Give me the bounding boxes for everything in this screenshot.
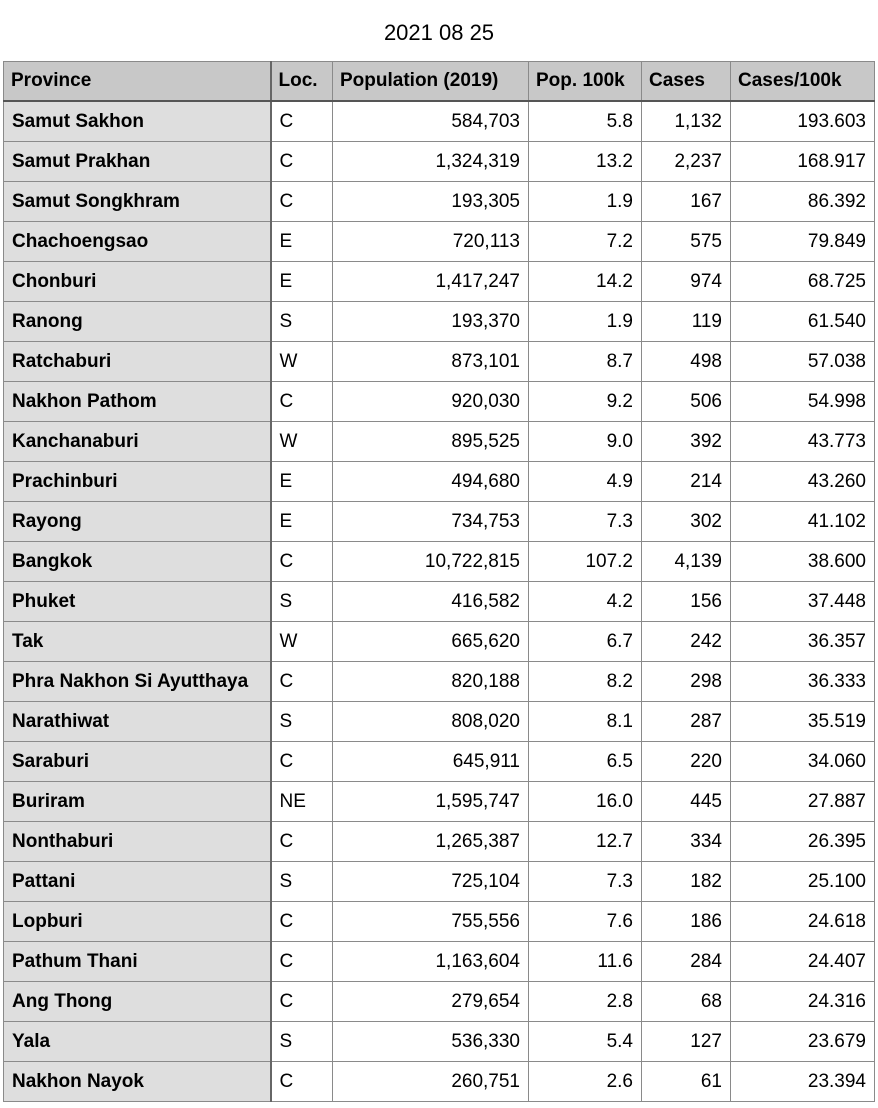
cell-cases-per-100k: 168.917 [731, 142, 875, 182]
cell-population: 645,911 [333, 742, 529, 782]
cell-population: 193,370 [333, 302, 529, 342]
cell-location: C [271, 382, 333, 422]
cell-cases-per-100k: 41.102 [731, 502, 875, 542]
cell-province: Rayong [4, 502, 271, 542]
cell-province: Pathum Thani [4, 942, 271, 982]
cell-cases-per-100k: 36.333 [731, 662, 875, 702]
cell-population: 10,722,815 [333, 542, 529, 582]
cell-pop-100k: 5.8 [529, 101, 642, 142]
cell-pop-100k: 1.9 [529, 182, 642, 222]
cell-cases: 287 [642, 702, 731, 742]
cell-province: Samut Songkhram [4, 182, 271, 222]
cell-province: Nakhon Nayok [4, 1062, 271, 1102]
cell-pop-100k: 4.2 [529, 582, 642, 622]
cell-cases: 2,237 [642, 142, 731, 182]
table-row [4, 422, 875, 462]
cell-location: C [271, 182, 333, 222]
cell-province: Lopburi [4, 902, 271, 942]
cell-cases-per-100k: 34.060 [731, 742, 875, 782]
cell-location: W [271, 342, 333, 382]
cell-cases: 214 [642, 462, 731, 502]
cell-province: Chachoengsao [4, 222, 271, 262]
cell-cases: 392 [642, 422, 731, 462]
province-cases-table [3, 61, 875, 1102]
cell-location: C [271, 1062, 333, 1102]
cell-province: Bangkok [4, 542, 271, 582]
cell-location: E [271, 222, 333, 262]
cell-pop-100k: 107.2 [529, 542, 642, 582]
cell-population: 494,680 [333, 462, 529, 502]
cell-province: Saraburi [4, 742, 271, 782]
cell-cases: 127 [642, 1022, 731, 1062]
cell-province: Ranong [4, 302, 271, 342]
table-row [4, 582, 875, 622]
cell-province: Buriram [4, 782, 271, 822]
cell-province: Pattani [4, 862, 271, 902]
cell-province: Phuket [4, 582, 271, 622]
cell-province: Kanchanaburi [4, 422, 271, 462]
cell-population: 193,305 [333, 182, 529, 222]
cell-population: 584,703 [333, 101, 529, 142]
table-header [4, 62, 875, 102]
table-row [4, 662, 875, 702]
cell-population: 1,417,247 [333, 262, 529, 302]
header-population: Population (2019) [333, 62, 529, 102]
cell-cases-per-100k: 35.519 [731, 702, 875, 742]
header-cases: Cases [642, 62, 731, 102]
cell-location: NE [271, 782, 333, 822]
cell-population: 665,620 [333, 622, 529, 662]
cell-province: Ang Thong [4, 982, 271, 1022]
cell-cases: 298 [642, 662, 731, 702]
cell-cases: 242 [642, 622, 731, 662]
cell-cases: 302 [642, 502, 731, 542]
cell-province: Chonburi [4, 262, 271, 302]
cell-location: S [271, 582, 333, 622]
cell-pop-100k: 14.2 [529, 262, 642, 302]
cell-location: C [271, 101, 333, 142]
cell-population: 720,113 [333, 222, 529, 262]
cell-pop-100k: 2.6 [529, 1062, 642, 1102]
cell-cases-per-100k: 24.407 [731, 942, 875, 982]
cell-location: S [271, 862, 333, 902]
table-row [4, 142, 875, 182]
cell-cases-per-100k: 36.357 [731, 622, 875, 662]
table-row [4, 262, 875, 302]
table-row [4, 502, 875, 542]
table-row [4, 101, 875, 142]
cell-location: C [271, 662, 333, 702]
cell-cases: 506 [642, 382, 731, 422]
cell-pop-100k: 9.0 [529, 422, 642, 462]
cell-pop-100k: 13.2 [529, 142, 642, 182]
cell-cases: 182 [642, 862, 731, 902]
table-row [4, 462, 875, 502]
table-row [4, 342, 875, 382]
cell-population: 1,324,319 [333, 142, 529, 182]
cell-pop-100k: 6.7 [529, 622, 642, 662]
cell-location: C [271, 942, 333, 982]
table-row [4, 622, 875, 662]
cell-cases: 68 [642, 982, 731, 1022]
cell-pop-100k: 1.9 [529, 302, 642, 342]
table-row [4, 1062, 875, 1102]
cell-province: Samut Sakhon [4, 101, 271, 142]
cell-pop-100k: 7.3 [529, 862, 642, 902]
cell-location: C [271, 982, 333, 1022]
table-row [4, 822, 875, 862]
cell-cases-per-100k: 68.725 [731, 262, 875, 302]
cell-province: Prachinburi [4, 462, 271, 502]
cell-cases: 186 [642, 902, 731, 942]
cell-province: Samut Prakhan [4, 142, 271, 182]
cell-cases-per-100k: 38.600 [731, 542, 875, 582]
cell-population: 1,595,747 [333, 782, 529, 822]
cell-location: E [271, 462, 333, 502]
cell-cases-per-100k: 27.887 [731, 782, 875, 822]
table-row [4, 942, 875, 982]
cell-population: 279,654 [333, 982, 529, 1022]
header-location: Loc. [271, 62, 333, 102]
table-row [4, 982, 875, 1022]
cell-cases-per-100k: 26.395 [731, 822, 875, 862]
cell-cases: 156 [642, 582, 731, 622]
cell-population: 820,188 [333, 662, 529, 702]
cell-population: 920,030 [333, 382, 529, 422]
cell-cases-per-100k: 43.773 [731, 422, 875, 462]
cell-cases: 167 [642, 182, 731, 222]
cell-cases: 284 [642, 942, 731, 982]
cell-cases: 445 [642, 782, 731, 822]
table-row [4, 302, 875, 342]
cell-cases: 220 [642, 742, 731, 782]
cell-pop-100k: 2.8 [529, 982, 642, 1022]
cell-cases-per-100k: 54.998 [731, 382, 875, 422]
cell-location: S [271, 702, 333, 742]
cell-population: 1,163,604 [333, 942, 529, 982]
header-cases-per-100k: Cases/100k [731, 62, 875, 102]
cell-pop-100k: 16.0 [529, 782, 642, 822]
cell-population: 755,556 [333, 902, 529, 942]
cell-location: W [271, 422, 333, 462]
cell-cases-per-100k: 79.849 [731, 222, 875, 262]
cell-population: 734,753 [333, 502, 529, 542]
cell-location: C [271, 742, 333, 782]
table-row [4, 182, 875, 222]
table-row [4, 222, 875, 262]
table-row [4, 542, 875, 582]
cell-cases-per-100k: 23.679 [731, 1022, 875, 1062]
cell-location: C [271, 142, 333, 182]
cell-cases-per-100k: 193.603 [731, 101, 875, 142]
cell-population: 725,104 [333, 862, 529, 902]
cell-cases: 61 [642, 1062, 731, 1102]
header-province: Province [4, 62, 271, 102]
cell-pop-100k: 8.2 [529, 662, 642, 702]
table-row [4, 742, 875, 782]
cell-pop-100k: 8.1 [529, 702, 642, 742]
cell-population: 416,582 [333, 582, 529, 622]
cell-pop-100k: 6.5 [529, 742, 642, 782]
cell-province: Narathiwat [4, 702, 271, 742]
cell-cases-per-100k: 57.038 [731, 342, 875, 382]
cell-province: Phra Nakhon Si Ayutthaya [4, 662, 271, 702]
cell-location: E [271, 502, 333, 542]
cell-pop-100k: 12.7 [529, 822, 642, 862]
cell-cases: 4,139 [642, 542, 731, 582]
cell-location: S [271, 302, 333, 342]
cell-location: C [271, 542, 333, 582]
cell-province: Ratchaburi [4, 342, 271, 382]
cell-pop-100k: 8.7 [529, 342, 642, 382]
cell-cases-per-100k: 86.392 [731, 182, 875, 222]
table-row [4, 702, 875, 742]
table-body [4, 101, 875, 1102]
page-title: 2021 08 25 [383, 20, 495, 45]
cell-cases: 1,132 [642, 101, 731, 142]
cell-population: 1,265,387 [333, 822, 529, 862]
cell-pop-100k: 4.9 [529, 462, 642, 502]
header-pop-100k: Pop. 100k [529, 62, 642, 102]
table-row [4, 902, 875, 942]
cell-population: 260,751 [333, 1062, 529, 1102]
cell-province: Tak [4, 622, 271, 662]
cell-cases-per-100k: 43.260 [731, 462, 875, 502]
cell-cases: 498 [642, 342, 731, 382]
cell-population: 536,330 [333, 1022, 529, 1062]
cell-pop-100k: 9.2 [529, 382, 642, 422]
cell-location: E [271, 262, 333, 302]
cell-cases-per-100k: 24.618 [731, 902, 875, 942]
table-row [4, 1022, 875, 1062]
cell-cases-per-100k: 23.394 [731, 1062, 875, 1102]
table-row [4, 862, 875, 902]
cell-location: C [271, 822, 333, 862]
cell-pop-100k: 11.6 [529, 942, 642, 982]
cell-pop-100k: 7.3 [529, 502, 642, 542]
cell-pop-100k: 5.4 [529, 1022, 642, 1062]
table-row [4, 382, 875, 422]
cell-cases-per-100k: 25.100 [731, 862, 875, 902]
table-row [4, 782, 875, 822]
cell-location: S [271, 1022, 333, 1062]
cell-cases: 119 [642, 302, 731, 342]
cell-population: 873,101 [333, 342, 529, 382]
cell-cases: 974 [642, 262, 731, 302]
cell-cases-per-100k: 37.448 [731, 582, 875, 622]
cell-cases-per-100k: 61.540 [731, 302, 875, 342]
cell-population: 895,525 [333, 422, 529, 462]
header-row [4, 62, 875, 102]
cell-location: W [271, 622, 333, 662]
cell-pop-100k: 7.2 [529, 222, 642, 262]
cell-location: C [271, 902, 333, 942]
cell-province: Yala [4, 1022, 271, 1062]
cell-province: Nakhon Pathom [4, 382, 271, 422]
cell-province: Nonthaburi [4, 822, 271, 862]
cell-cases: 575 [642, 222, 731, 262]
cell-pop-100k: 7.6 [529, 902, 642, 942]
cell-cases: 334 [642, 822, 731, 862]
cell-population: 808,020 [333, 702, 529, 742]
cell-cases-per-100k: 24.316 [731, 982, 875, 1022]
